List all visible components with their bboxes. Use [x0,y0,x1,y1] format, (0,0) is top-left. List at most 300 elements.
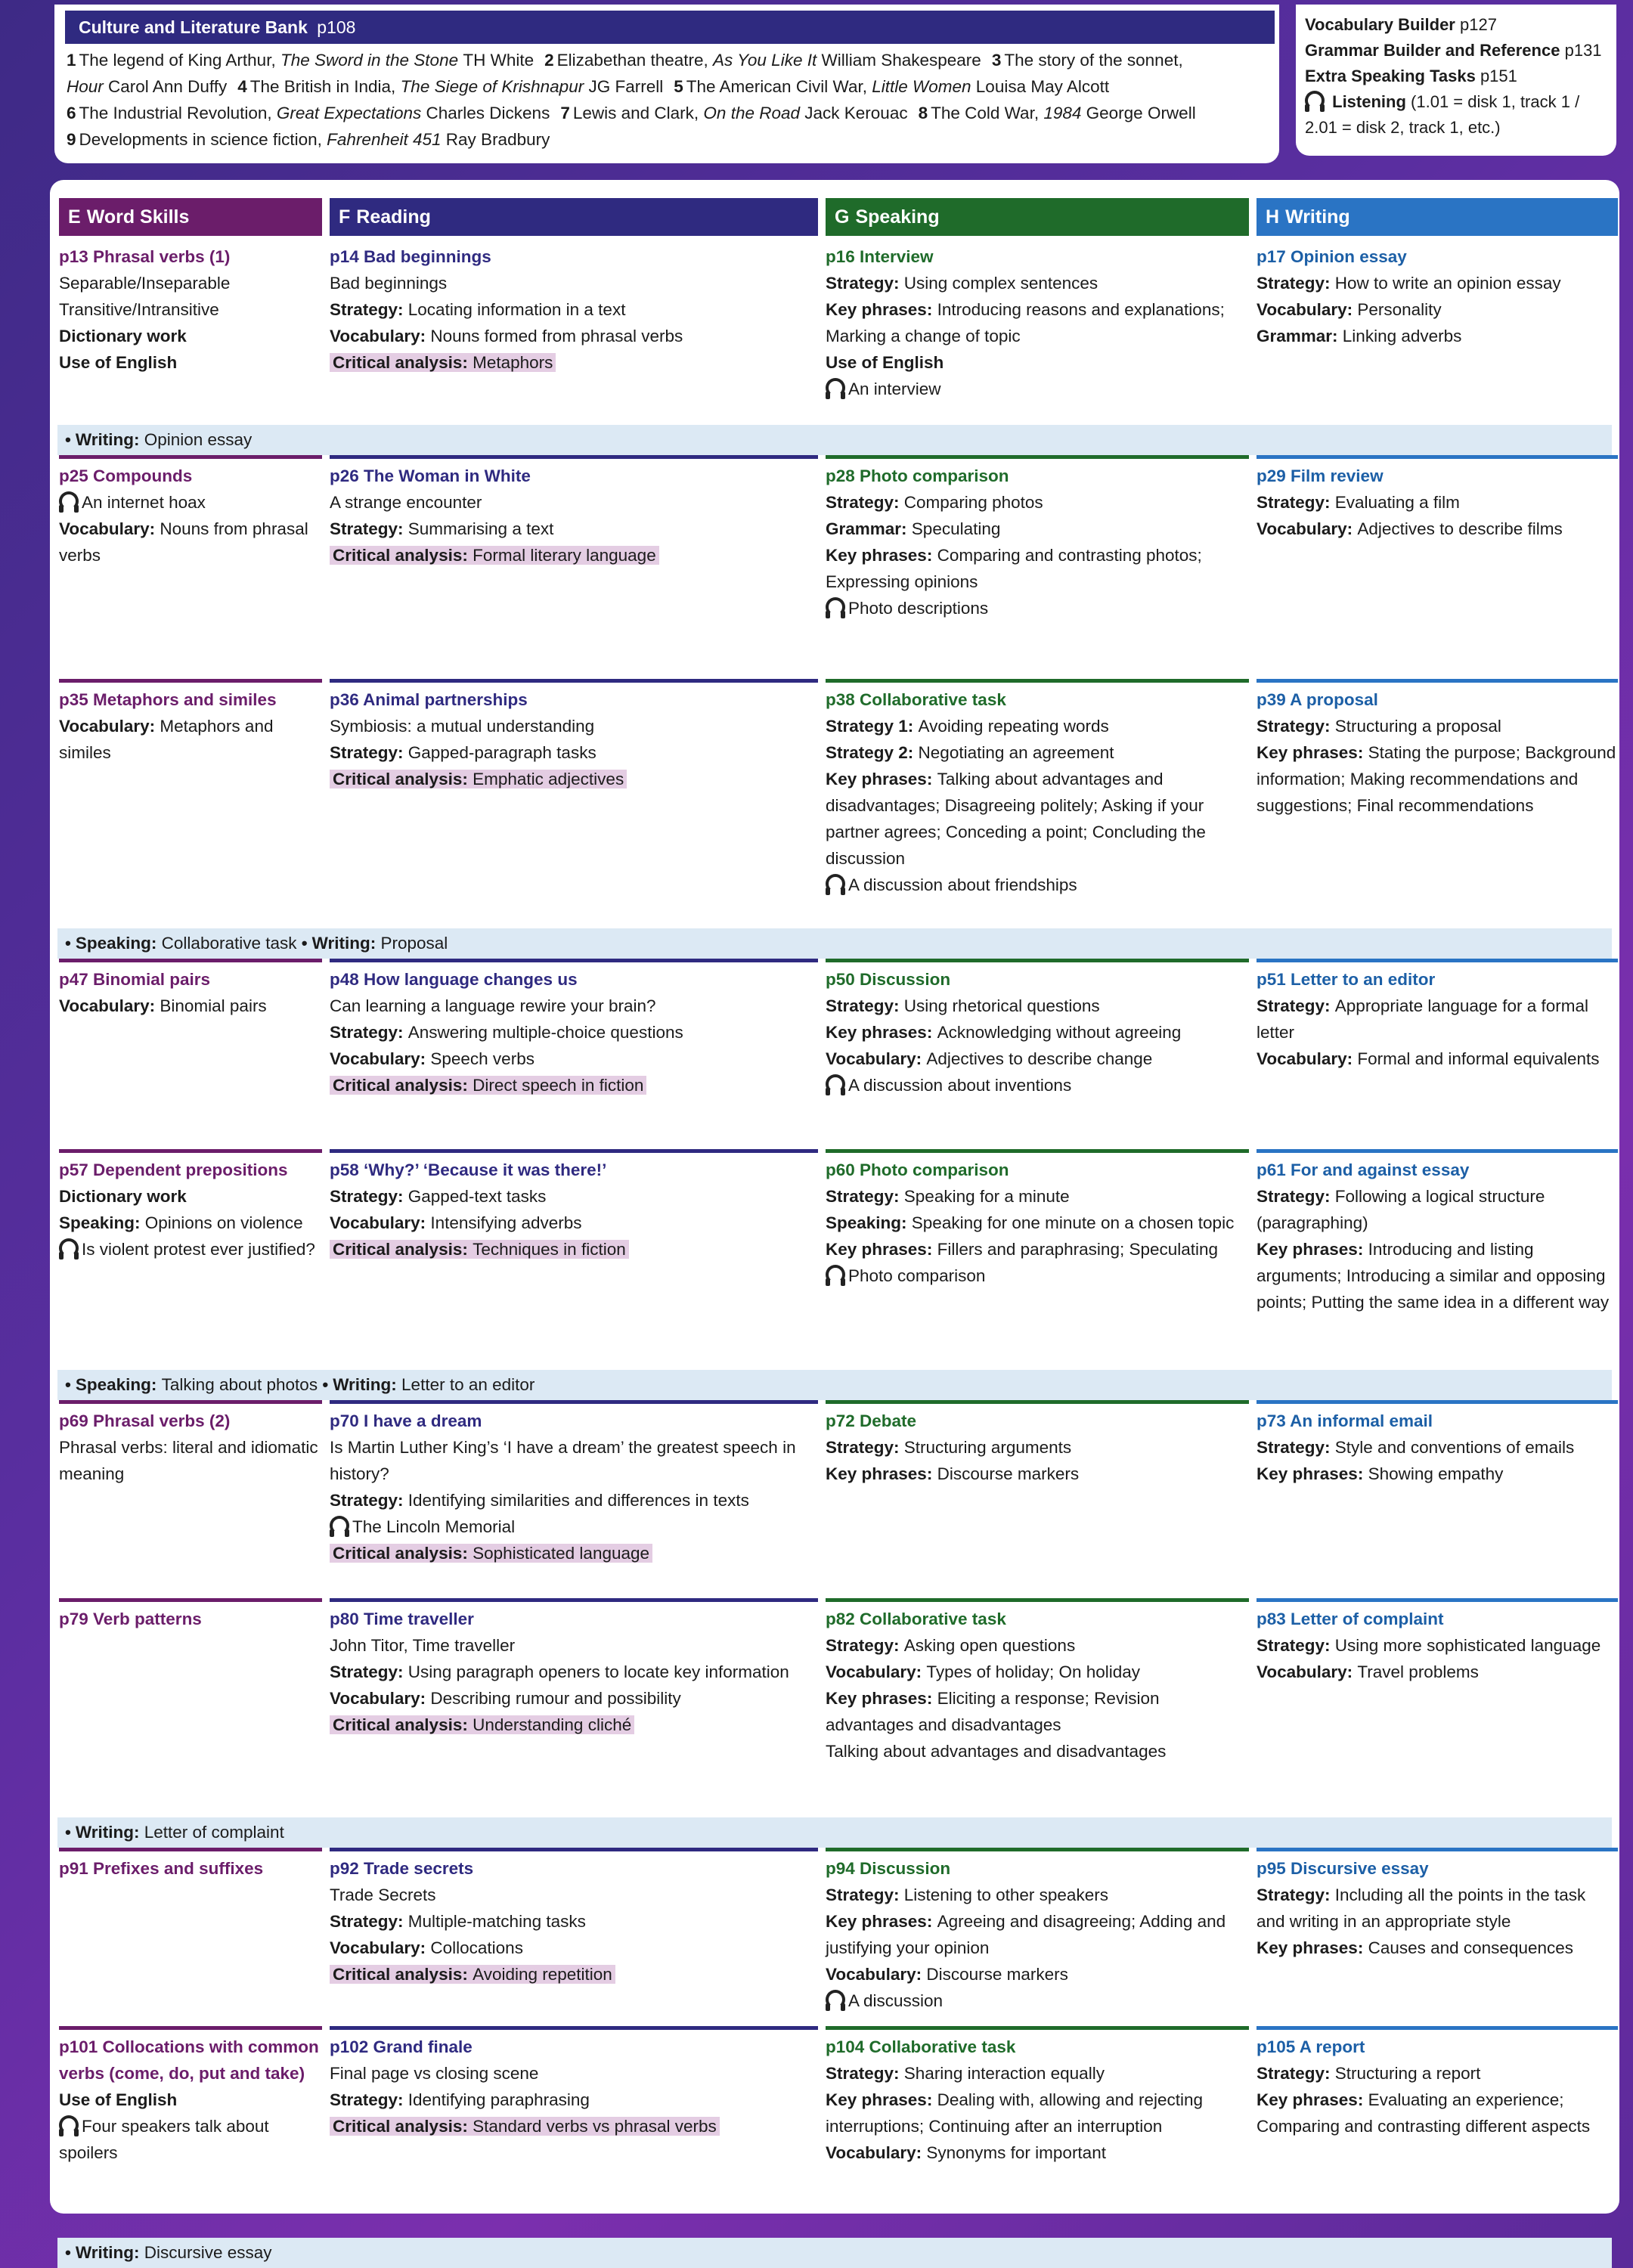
detail-text: Speaking for a minute [903,1187,1070,1206]
detail-label: Vocabulary: [1257,519,1358,538]
culture-item-number: 5 [674,77,683,96]
review-label: Writing: [333,1375,402,1394]
lesson-detail [826,739,1249,766]
detail-label: Strategy: [330,1912,408,1931]
lesson-detail [330,739,813,766]
cell-reading [330,236,813,376]
detail-text: Symbiosis: a mutual understanding [330,717,595,736]
detail-text: Direct speech in fiction [473,1076,644,1095]
culture-item-author: Charles Dickens [426,104,550,122]
detail-text: Summarising a text [407,519,554,538]
lesson-detail [330,516,813,542]
lesson-title: p102 Grand finale [330,2037,473,2056]
detail-label: Vocabulary: [826,1662,927,1681]
lesson-title: p51 Letter to an editor [1257,970,1436,989]
detail-text: Emphatic adjectives [473,770,624,789]
cell-writing [1257,679,1618,819]
review-text: Collaborative task [161,934,302,953]
detail-label: Strategy 2: [826,743,919,762]
lesson-detail [330,1019,813,1046]
culture-item-topic: The British in India, [249,77,401,96]
lesson-title: p38 Collaborative task [826,690,1006,709]
cell-word [59,959,321,1019]
lesson-detail [826,2139,1249,2166]
cell-word [59,1400,321,1487]
cell-reading [330,1848,813,1988]
culture-item [67,77,227,96]
lesson-title: p29 Film review [1257,466,1384,485]
detail-label: Strategy: [1257,1187,1335,1206]
lesson-detail [330,766,813,792]
lesson-detail [826,1685,1249,1738]
cell-speaking [826,679,1249,898]
lesson-detail [826,1738,1249,1765]
bullet-icon: • [301,934,308,953]
lesson-title: p25 Compounds [59,466,193,485]
lesson-title: p83 Letter of complaint [1257,1610,1444,1628]
culture-item-number: 3 [991,51,1002,70]
cell-speaking [826,1149,1249,1289]
culture-item-topic: Lewis and Clark, [572,104,704,122]
lesson-detail [330,1632,813,1659]
lesson-title: p26 The Woman in White [330,466,531,485]
cell-reading [330,455,813,569]
detail-text: Including all the points in the task and writing in an appropriate style [1257,1885,1586,1931]
lesson-detail [330,2087,813,2113]
detail-label: Strategy: [1257,996,1335,1015]
detail-label: Critical analysis: [333,1965,473,1984]
column-header-speaking [826,198,1249,236]
critical-analysis-highlight [330,1544,652,1563]
cell-writing [1257,1149,1618,1315]
detail-text: Comparing and contrasting photos; Expressing opinions [826,546,1202,591]
detail-text: Discourse markers [926,1965,1068,1984]
headphones-icon [826,874,845,894]
culture-item-number: 8 [918,104,928,122]
culture-item-title: Great Expectations [276,104,426,122]
bullet-icon: • [65,1823,71,1842]
lesson-detail [826,1236,1249,1263]
lesson-detail [1257,1461,1618,1487]
detail-text: Bad beginnings [330,274,448,293]
culture-item-number: 7 [560,104,570,122]
detail-text: Transitive/Intransitive [59,300,219,319]
detail-text: Following a logical structure (paragraphing) [1257,1187,1545,1232]
headphones-icon [1305,91,1325,110]
culture-item-author: Ray Bradbury [445,130,550,149]
detail-text: Negotiating an agreement [918,743,1114,762]
detail-label: Use of English [59,353,178,372]
lesson-detail [826,993,1249,1019]
detail-text: Answering multiple-choice questions [407,1023,683,1042]
detail-text: Four speakers talk about spoilers [59,2117,269,2162]
detail-text: Structuring a report [1334,2064,1481,2083]
unit-row [57,2026,1612,2238]
ref-vocab-builder-page: p127 [1460,15,1497,34]
unit-row [57,1400,1612,1594]
lesson-detail [1257,270,1618,296]
detail-text: Binomial pairs [160,996,267,1015]
culture-item [992,51,1183,70]
detail-text: A strange encounter [330,493,482,512]
detail-label: Dictionary work [59,1187,187,1206]
lesson-title: p80 Time traveller [330,1610,474,1628]
unit-row [57,1848,1612,2022]
lesson-detail [330,349,813,376]
lesson-title: p36 Animal partnerships [330,690,528,709]
lesson-title: p48 How language changes us [330,970,578,989]
lesson-detail [330,1961,813,1988]
cell-reading [330,959,813,1098]
culture-items [65,44,1269,153]
culture-item-author: Carol Ann Duffy [108,77,228,96]
lesson-detail [330,296,813,323]
lesson-detail [330,1072,813,1098]
ref-vocab-builder [1305,12,1607,38]
lesson-title: p73 An informal email [1257,1411,1433,1430]
lesson-detail [826,376,1249,402]
detail-text: Structuring a proposal [1334,717,1501,736]
lesson-detail [330,2060,813,2087]
lesson-detail [826,1659,1249,1685]
detail-text: Comparing photos [903,493,1043,512]
lesson-detail [1257,1882,1618,1935]
ref-grammar-builder-label: Grammar Builder and Reference [1305,41,1560,60]
review-text: Letter to an editor [401,1375,535,1394]
detail-text: Photo comparison [848,1266,986,1285]
lesson-detail [826,1263,1249,1289]
cell-speaking [826,2026,1249,2166]
critical-analysis-highlight [330,1965,615,1984]
lesson-title: p17 Opinion essay [1257,247,1407,266]
lesson-detail [330,270,813,296]
detail-label: Vocabulary: [1257,300,1358,319]
lesson-detail [330,1882,813,1908]
detail-label: Vocabulary: [1257,1662,1358,1681]
review-band [57,2238,1612,2268]
detail-label: Strategy: [1257,1438,1335,1457]
review-label: Writing: [75,1823,144,1842]
detail-label: Use of English [826,353,944,372]
detail-text: Introducing and listing arguments; Introducing a similar and opposing points; Putting the same idea in a different way [1257,1240,1610,1312]
detail-text: Photo descriptions [848,599,989,618]
cell-reading [330,1400,813,1566]
lesson-detail [1257,2087,1618,2139]
detail-text: Using paragraph openers to locate key information [407,1662,789,1681]
detail-text: Evaluating an experience; Comparing and contrasting different aspects [1257,2090,1591,2136]
detail-label: Key phrases: [1257,1464,1368,1483]
lesson-detail [59,2087,321,2113]
detail-label: Speaking: [59,1213,145,1232]
detail-text: Identifying similarities and differences in texts [407,1491,749,1510]
culture-item-number: 1 [67,51,76,70]
detail-text: Causes and consequences [1368,1938,1574,1957]
culture-item [560,104,907,122]
culture-item-number: 6 [67,104,76,122]
column-header-label: Speaking [855,206,940,228]
lesson-detail [59,713,321,766]
cell-writing [1257,1848,1618,1961]
detail-label: Critical analysis: [333,1715,473,1734]
lesson-detail [1257,1046,1618,1072]
culture-item-author: William Shakespeare [821,51,981,70]
lesson-detail [59,2113,321,2166]
detail-label: Critical analysis: [333,2117,473,2136]
lesson-title: p61 For and against essay [1257,1160,1470,1179]
detail-label: Strategy: [330,1491,408,1510]
detail-text: Structuring arguments [903,1438,1072,1457]
detail-text: Phrasal verbs: literal and idiomatic meaning [59,1438,318,1483]
detail-text: Synonyms for important [926,2143,1106,2162]
headphones-icon [826,1990,845,2009]
unit-row [57,959,1612,1145]
culture-item [67,130,550,149]
lesson-detail [826,1908,1249,1961]
detail-label: Critical analysis: [333,770,473,789]
lesson-title: p69 Phrasal verbs (2) [59,1411,231,1430]
detail-label: Grammar: [826,519,912,538]
lesson-detail [330,1183,813,1210]
culture-item-topic: The Cold War, [931,104,1044,122]
detail-label: Vocabulary: [59,717,160,736]
detail-label: Vocabulary: [826,1049,927,1068]
lesson-detail [826,270,1249,296]
detail-label: Strategy: [1257,2064,1335,2083]
review-band [57,1817,1612,1848]
detail-label: Critical analysis: [333,1240,473,1259]
lesson-detail [826,489,1249,516]
detail-label: Key phrases: [826,1240,937,1259]
culture-item-title: Hour [67,77,109,96]
detail-label: Vocabulary: [826,1965,927,1984]
ref-listening-note-1: (1.01 = disk 1, track 1 / [1411,92,1580,111]
unit-rows [57,236,1616,2268]
lesson-detail [59,296,321,323]
lesson-detail [330,1236,813,1263]
review-label: Writing: [75,430,144,449]
lesson-title: p57 Dependent prepositions [59,1160,288,1179]
lesson-detail [826,2087,1249,2139]
lesson-title: p94 Discussion [826,1859,951,1878]
detail-label: Strategy: [1257,717,1335,736]
lesson-title: p72 Debate [826,1411,917,1430]
culture-item-author: TH White [463,51,535,70]
culture-item-author: JG Farrell [588,77,664,96]
culture-line [67,73,1269,100]
culture-item-author: George Orwell [1086,104,1196,122]
review-label: Writing: [311,934,381,953]
review-label: Speaking: [75,1375,162,1394]
culture-heading-page: p108 [317,17,356,37]
detail-text: How to write an opinion essay [1334,274,1561,293]
lesson-detail [1257,713,1618,739]
detail-text: Separable/Inseparable [59,274,231,293]
critical-analysis-highlight [330,770,627,789]
detail-label: Vocabulary: [330,1689,431,1708]
lesson-detail [826,766,1249,872]
lesson-detail [330,1540,813,1566]
review-text: Talking about photos [161,1375,323,1394]
cell-writing [1257,959,1618,1072]
lesson-detail [330,323,813,349]
cell-word [59,1598,321,1632]
detail-text: Standard verbs vs phrasal verbs [473,2117,717,2136]
lesson-detail [59,323,321,349]
headphones-icon [59,1238,79,1258]
detail-text: Speculating [911,519,1001,538]
cell-writing [1257,2026,1618,2139]
detail-text: Personality [1357,300,1442,319]
lesson-title: p16 Interview [826,247,934,266]
culture-literature-bank [54,5,1279,163]
lesson-title: p91 Prefixes and suffixes [59,1859,264,1878]
critical-analysis-highlight [330,1715,634,1734]
detail-label: Dictionary work [59,327,187,345]
culture-item-number: 4 [237,77,247,96]
detail-text: Appropriate language for a formal letter [1257,996,1588,1042]
culture-item-topic: The story of the sonnet, [1004,51,1183,70]
detail-label: Key phrases: [826,2090,937,2109]
detail-label: Strategy: [330,1662,408,1681]
culture-item [544,51,981,70]
lesson-detail [826,1988,1249,2014]
ref-grammar-builder [1305,38,1607,64]
detail-label: Vocabulary: [330,1213,431,1232]
detail-label: Key phrases: [826,1912,937,1931]
detail-label: Vocabulary: [59,996,160,1015]
detail-label: Strategy: [330,1187,408,1206]
detail-text: An internet hoax [82,493,206,512]
cell-word [59,236,321,376]
culture-item-number: 9 [67,130,76,149]
culture-item [237,77,663,96]
culture-item-title: The Siege of Krishnapur [400,77,589,96]
lesson-detail [330,1514,813,1540]
detail-text: Identifying paraphrasing [407,2090,590,2109]
detail-label: Key phrases: [826,1023,937,1042]
detail-label: Strategy: [1257,1885,1335,1904]
detail-label: Strategy: [330,300,408,319]
detail-text: Adjectives to describe films [1357,519,1563,538]
detail-text: A discussion [848,1991,944,2010]
lesson-detail [330,1210,813,1236]
detail-text: A discussion about friendships [848,875,1077,894]
lesson-detail [826,542,1249,595]
detail-label: Key phrases: [1257,2090,1368,2109]
review-label: Writing: [75,2243,144,2262]
lesson-detail [826,1434,1249,1461]
ref-listening-note [1305,115,1607,141]
culture-item-topic: The legend of King Arthur, [79,51,280,70]
detail-text: Multiple-matching tasks [407,1912,586,1931]
headphones-icon [826,378,845,398]
culture-item-topic: Elizabethan theatre, [556,51,714,70]
lesson-detail [1257,993,1618,1046]
lesson-detail [1257,516,1618,542]
detail-text: Listening to other speakers [903,1885,1108,1904]
column-header-reading [330,198,818,236]
review-text: Letter of complaint [144,1823,284,1842]
lesson-title: p14 Bad beginnings [330,247,491,266]
lesson-detail [59,1434,321,1487]
ref-extra-speaking-page: p151 [1480,67,1517,85]
lesson-detail [826,516,1249,542]
lesson-title: p13 Phrasal verbs (1) [59,247,231,266]
lesson-title: p79 Verb patterns [59,1610,202,1628]
lesson-detail [826,2060,1249,2087]
detail-text: Understanding cliché [473,1715,632,1734]
lesson-title: p95 Discursive essay [1257,1859,1429,1878]
lesson-detail [59,993,321,1019]
cell-speaking [826,1400,1249,1487]
lesson-title: p101 Collocations with common verbs (come, do, put and take) [59,2037,319,2083]
detail-label: Strategy: [330,743,408,762]
detail-text: Evaluating a film [1334,493,1460,512]
lesson-detail [330,542,813,569]
lesson-title: p58 ‘Why?’ ‘Because it was there!’ [330,1160,607,1179]
culture-item-title: As You Like It [713,51,822,70]
review-band [57,928,1612,959]
lesson-detail [1257,489,1618,516]
culture-item-number: 2 [544,51,554,70]
reference-box [1296,5,1616,156]
cell-reading [330,2026,813,2139]
detail-text: Dealing with, allowing and rejecting interruptions; Continuing after an interruption [826,2090,1204,2136]
detail-text: Using rhetorical questions [903,996,1100,1015]
cell-word [59,2026,321,2166]
lesson-detail [826,1632,1249,1659]
review-text: Opinion essay [144,430,253,449]
detail-text: Linking adverbs [1342,327,1462,345]
column-header-letter: F [339,206,351,228]
detail-label: Vocabulary: [330,1049,431,1068]
culture-item-title: 1984 [1043,104,1086,122]
detail-text: Is Martin Luther King’s ‘I have a dream’ the greatest speech in history? [330,1438,796,1483]
detail-label: Use of English [59,2090,178,2109]
detail-label: Strategy: [826,493,904,512]
lesson-title: p82 Collaborative task [826,1610,1006,1628]
lesson-detail [59,516,321,569]
lesson-title: p60 Photo comparison [826,1160,1009,1179]
culture-item [919,104,1196,122]
lesson-detail [330,993,813,1019]
culture-heading [65,11,1275,44]
headphones-icon [826,597,845,617]
lesson-detail [330,2113,813,2139]
detail-text: Metaphors [473,353,553,372]
detail-label: Strategy: [826,1636,904,1655]
detail-text: Style and conventions of emails [1334,1438,1575,1457]
lesson-detail [826,1183,1249,1210]
bullet-icon: • [65,934,71,953]
column-header-letter: H [1266,206,1280,228]
lesson-detail [59,349,321,376]
unit-row [57,455,1612,674]
detail-label: Key phrases: [826,546,937,565]
detail-label: Key phrases: [1257,743,1368,762]
ref-extra-speaking [1305,64,1607,89]
culture-item [67,51,534,70]
lesson-detail [330,1659,813,1685]
culture-item-title: Little Women [872,77,976,96]
detail-text: Types of holiday; On holiday [926,1662,1141,1681]
culture-item-author: Jack Kerouac [804,104,908,122]
lesson-detail [826,713,1249,739]
detail-label: Key phrases: [826,300,937,319]
critical-analysis-highlight [330,1076,646,1095]
detail-text: Final page vs closing scene [330,2064,539,2083]
critical-analysis-highlight [330,353,556,372]
